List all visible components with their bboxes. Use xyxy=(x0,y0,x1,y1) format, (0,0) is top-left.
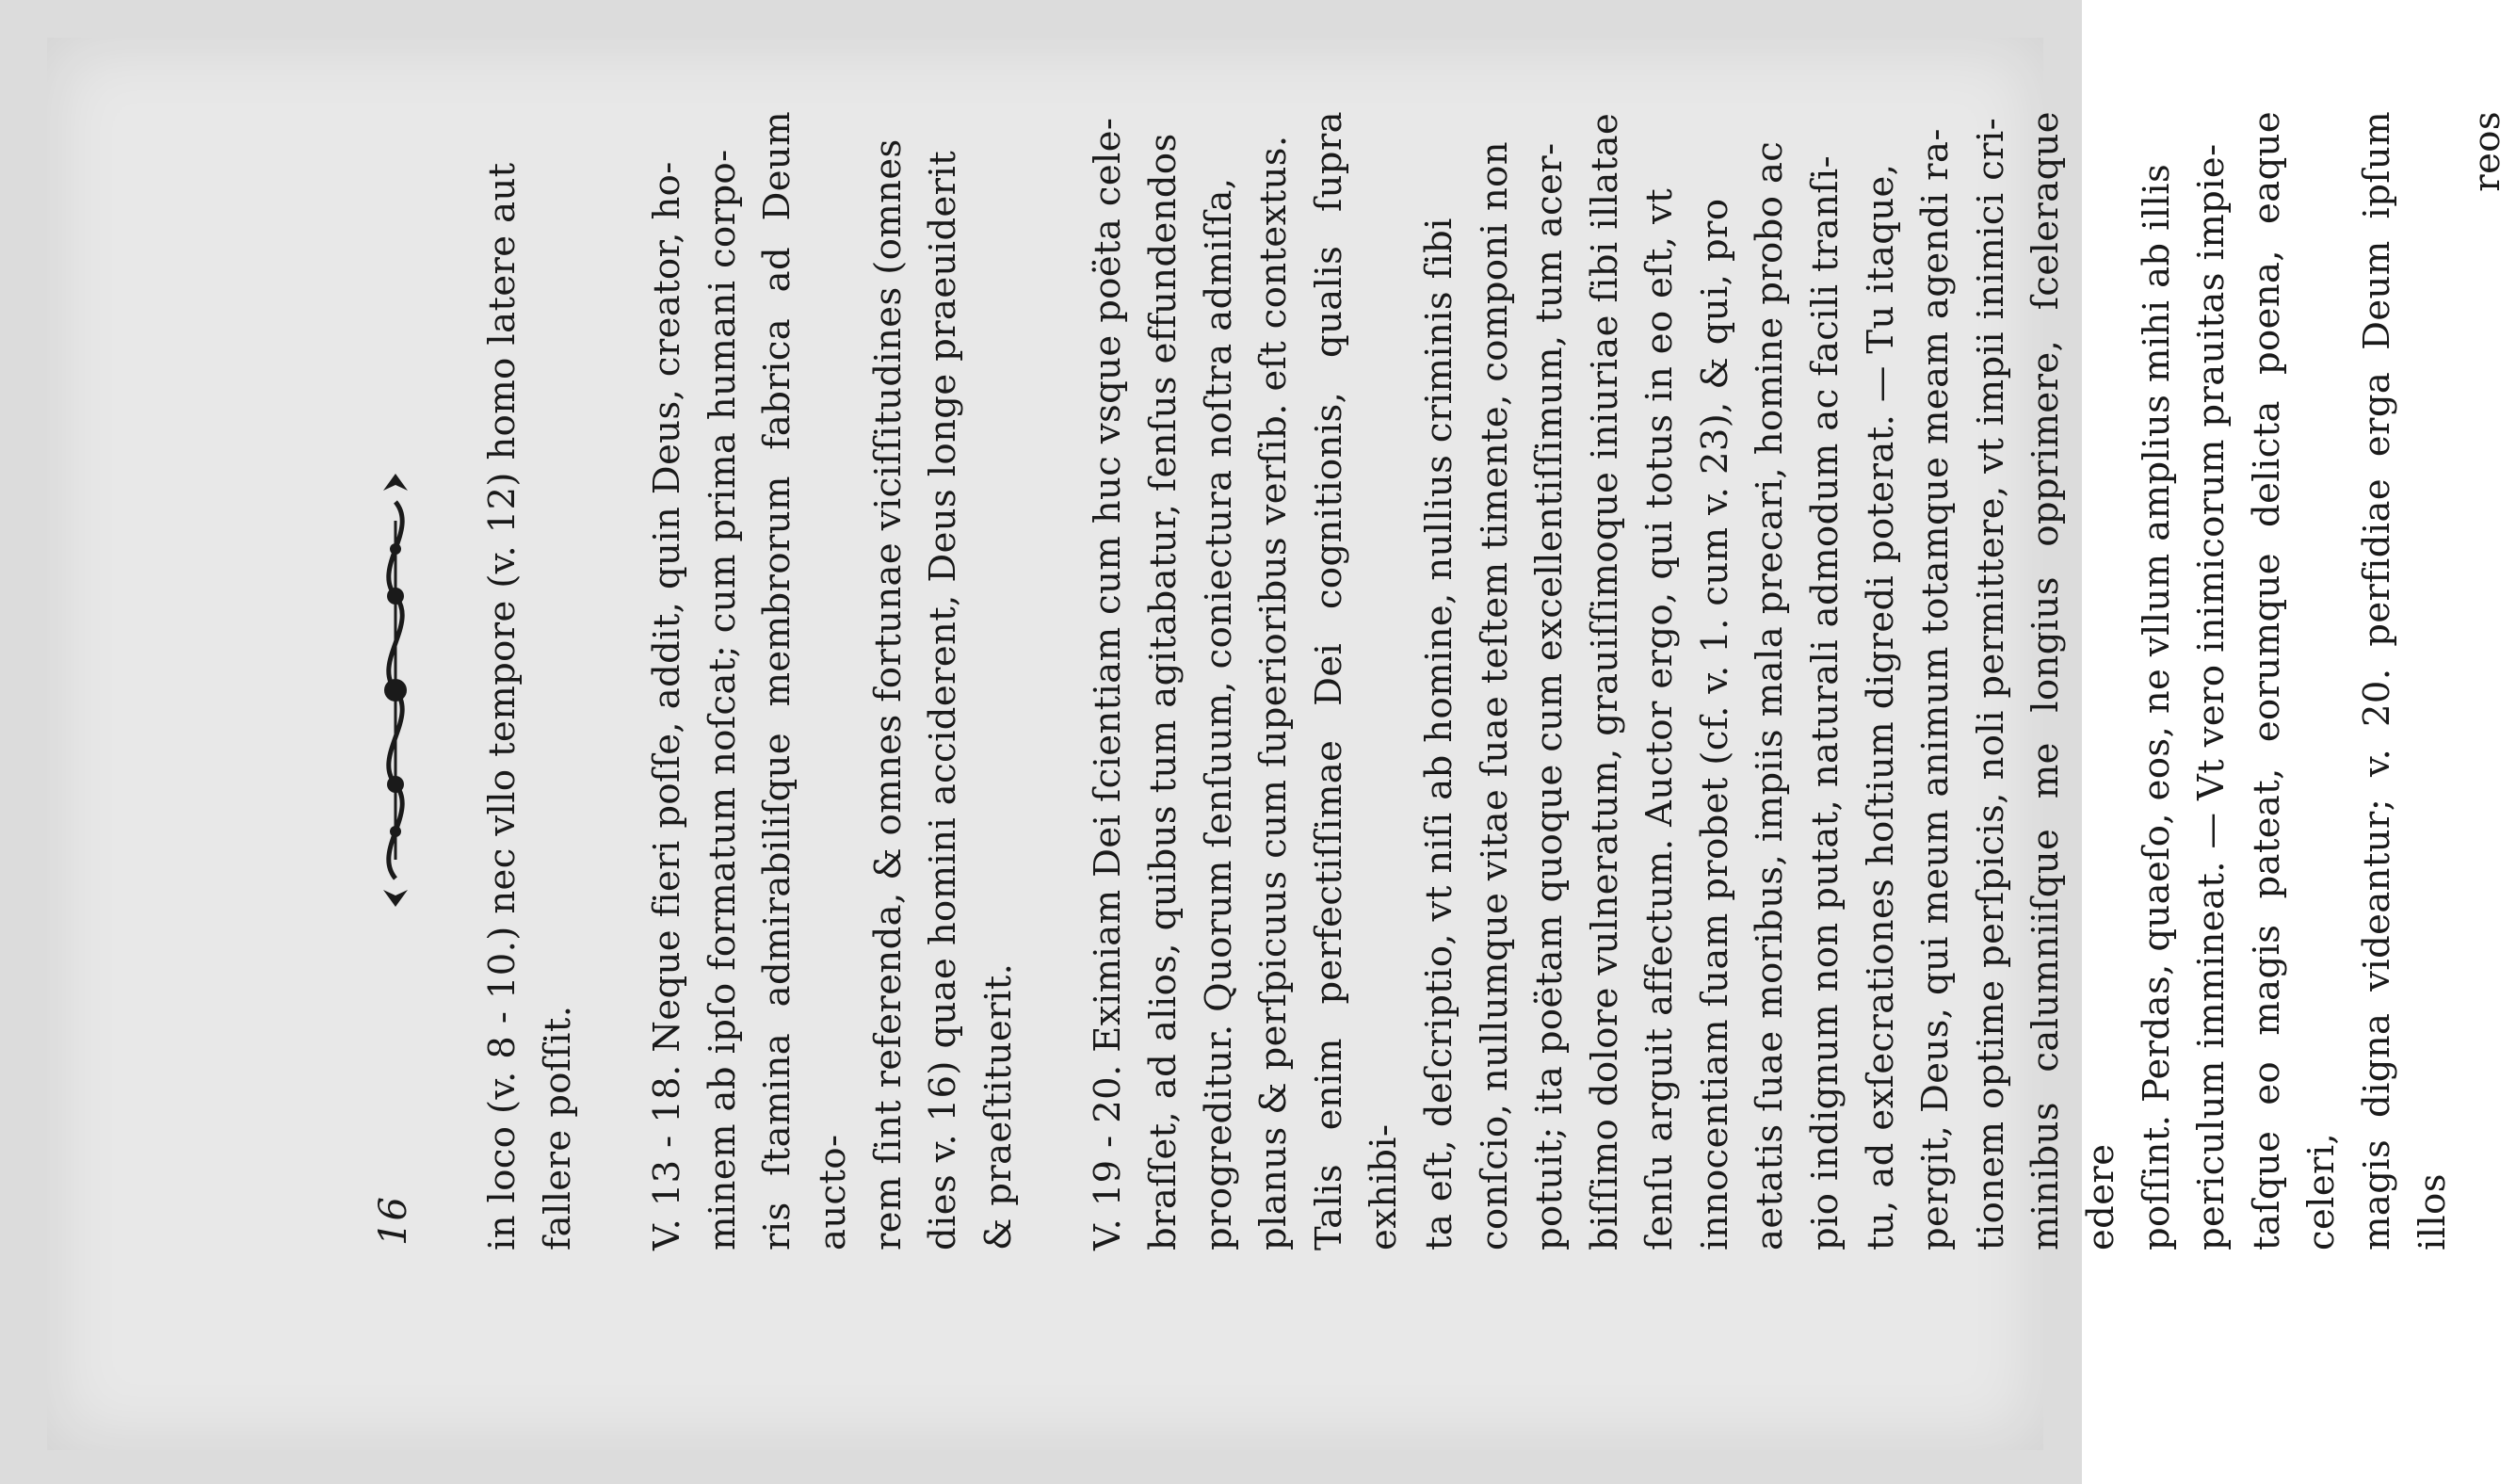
page-number: 16 xyxy=(372,1196,415,1246)
body-text xyxy=(476,111,2516,1250)
text-line: ta eſt, deſcriptio, vt niſi ab homine, nullius criminis ſibi xyxy=(1417,218,1460,1250)
decorative-vignette-icon xyxy=(363,464,428,916)
text-line: rem ſint referenda, & omnes fortunae viciſſitudines (omnes xyxy=(866,138,910,1250)
text-line: potuit; ita poëtam quoque cum excellentiſſimum, tum acer- xyxy=(1528,142,1572,1250)
text-line: pio indignum non putat, naturali admodum ac facili tranſi- xyxy=(1804,154,1847,1250)
text-line: pergit, Deus, qui meum animum totamque meam agendi ra- xyxy=(1914,128,1958,1250)
text-line: dies v. 16) quae homini acciderent, Deus longe praeuiderit xyxy=(922,150,965,1250)
text-line: magis digna videantur; v. 20. perfidiae erga Deum ipſum illos xyxy=(2356,111,2454,1250)
text-line: minibus calumniiſque me longius opprimere, ſceleraque edere xyxy=(2024,111,2123,1250)
text-line: minem ab ipſo formatum noſcat; cum prima humani corpo- xyxy=(701,149,744,1250)
text-line: innocentiam ſuam probet (cf. v. 1. cum v. 23), & qui, pro xyxy=(1693,198,1736,1250)
text-line: in loco (v. 8 - 10.) nec vllo tempore (v. 12) homo latere aut xyxy=(481,162,524,1250)
text-line: biſſimo dolore vulneratum, grauiſſimoque iniuriae ſibi illatae xyxy=(1583,112,1626,1250)
text-line: progreditur. Quorum ſenſuum, coniectura noſtra admiſſa, xyxy=(1197,177,1240,1250)
text-line: ſenſu arguit affectum. Auctor ergo, qui totus in eo eſt, vt xyxy=(1638,187,1682,1250)
text-line: ris ſtamina admirabiliſque membrorum fabrica ad Deum aucto- xyxy=(756,111,854,1250)
rotated-book-page xyxy=(193,111,2509,1448)
text-line: aetatis ſuae moribus, impiis mala precari, homine probo ac xyxy=(1749,140,1792,1250)
paper-sheet xyxy=(47,38,2509,1450)
text-line: fallere poſſit. xyxy=(536,1005,579,1250)
paragraph xyxy=(476,111,586,1250)
paragraph xyxy=(640,111,1026,1250)
text-line: taſque eo magis pateat, eorumque delicta poena, eaque celeri, xyxy=(2245,111,2344,1250)
text-line: periculum immineat. — Vt vero inimicorum prauitas impie- xyxy=(2190,143,2234,1250)
text-line: poſſint. Perdas, quaeſo, eos, ne vllum amplius mihi ab illis xyxy=(2135,163,2178,1250)
text-line: V. 19 - 20. Eximiam Dei ſcientiam cum huc vsque poëta cele- xyxy=(1087,117,1130,1250)
catchword: reos xyxy=(2466,111,2509,192)
text-line: conſcio, nullumque vitae ſuae teſtem timente, componi non xyxy=(1473,141,1516,1250)
text-line: planus & perſpicuus cum ſuperioribus verſib. eſt contextus. xyxy=(1252,135,1296,1250)
text-line: Talis enim perfectiſſimae Dei cognitionis, qualis ſupra exhibi- xyxy=(1307,111,1406,1250)
text-line: braſſet, ad alios, quibus tum agitabatur, ſenſus effundendos xyxy=(1141,133,1185,1250)
text-line: V. 13 - 18. Neque fieri poſſe, addit, quin Deus, creator, ho- xyxy=(646,161,689,1250)
text-line: tu, ad exſecrationes hoſtium digredi poterat. — Tu itaque, xyxy=(1859,163,1902,1250)
paragraph xyxy=(1081,111,2515,1250)
text-line: tionem optime perſpicis, noli permittere, vt impii inimici cri- xyxy=(1969,117,2012,1250)
text-line: & praeſtituerit. xyxy=(976,962,1020,1250)
